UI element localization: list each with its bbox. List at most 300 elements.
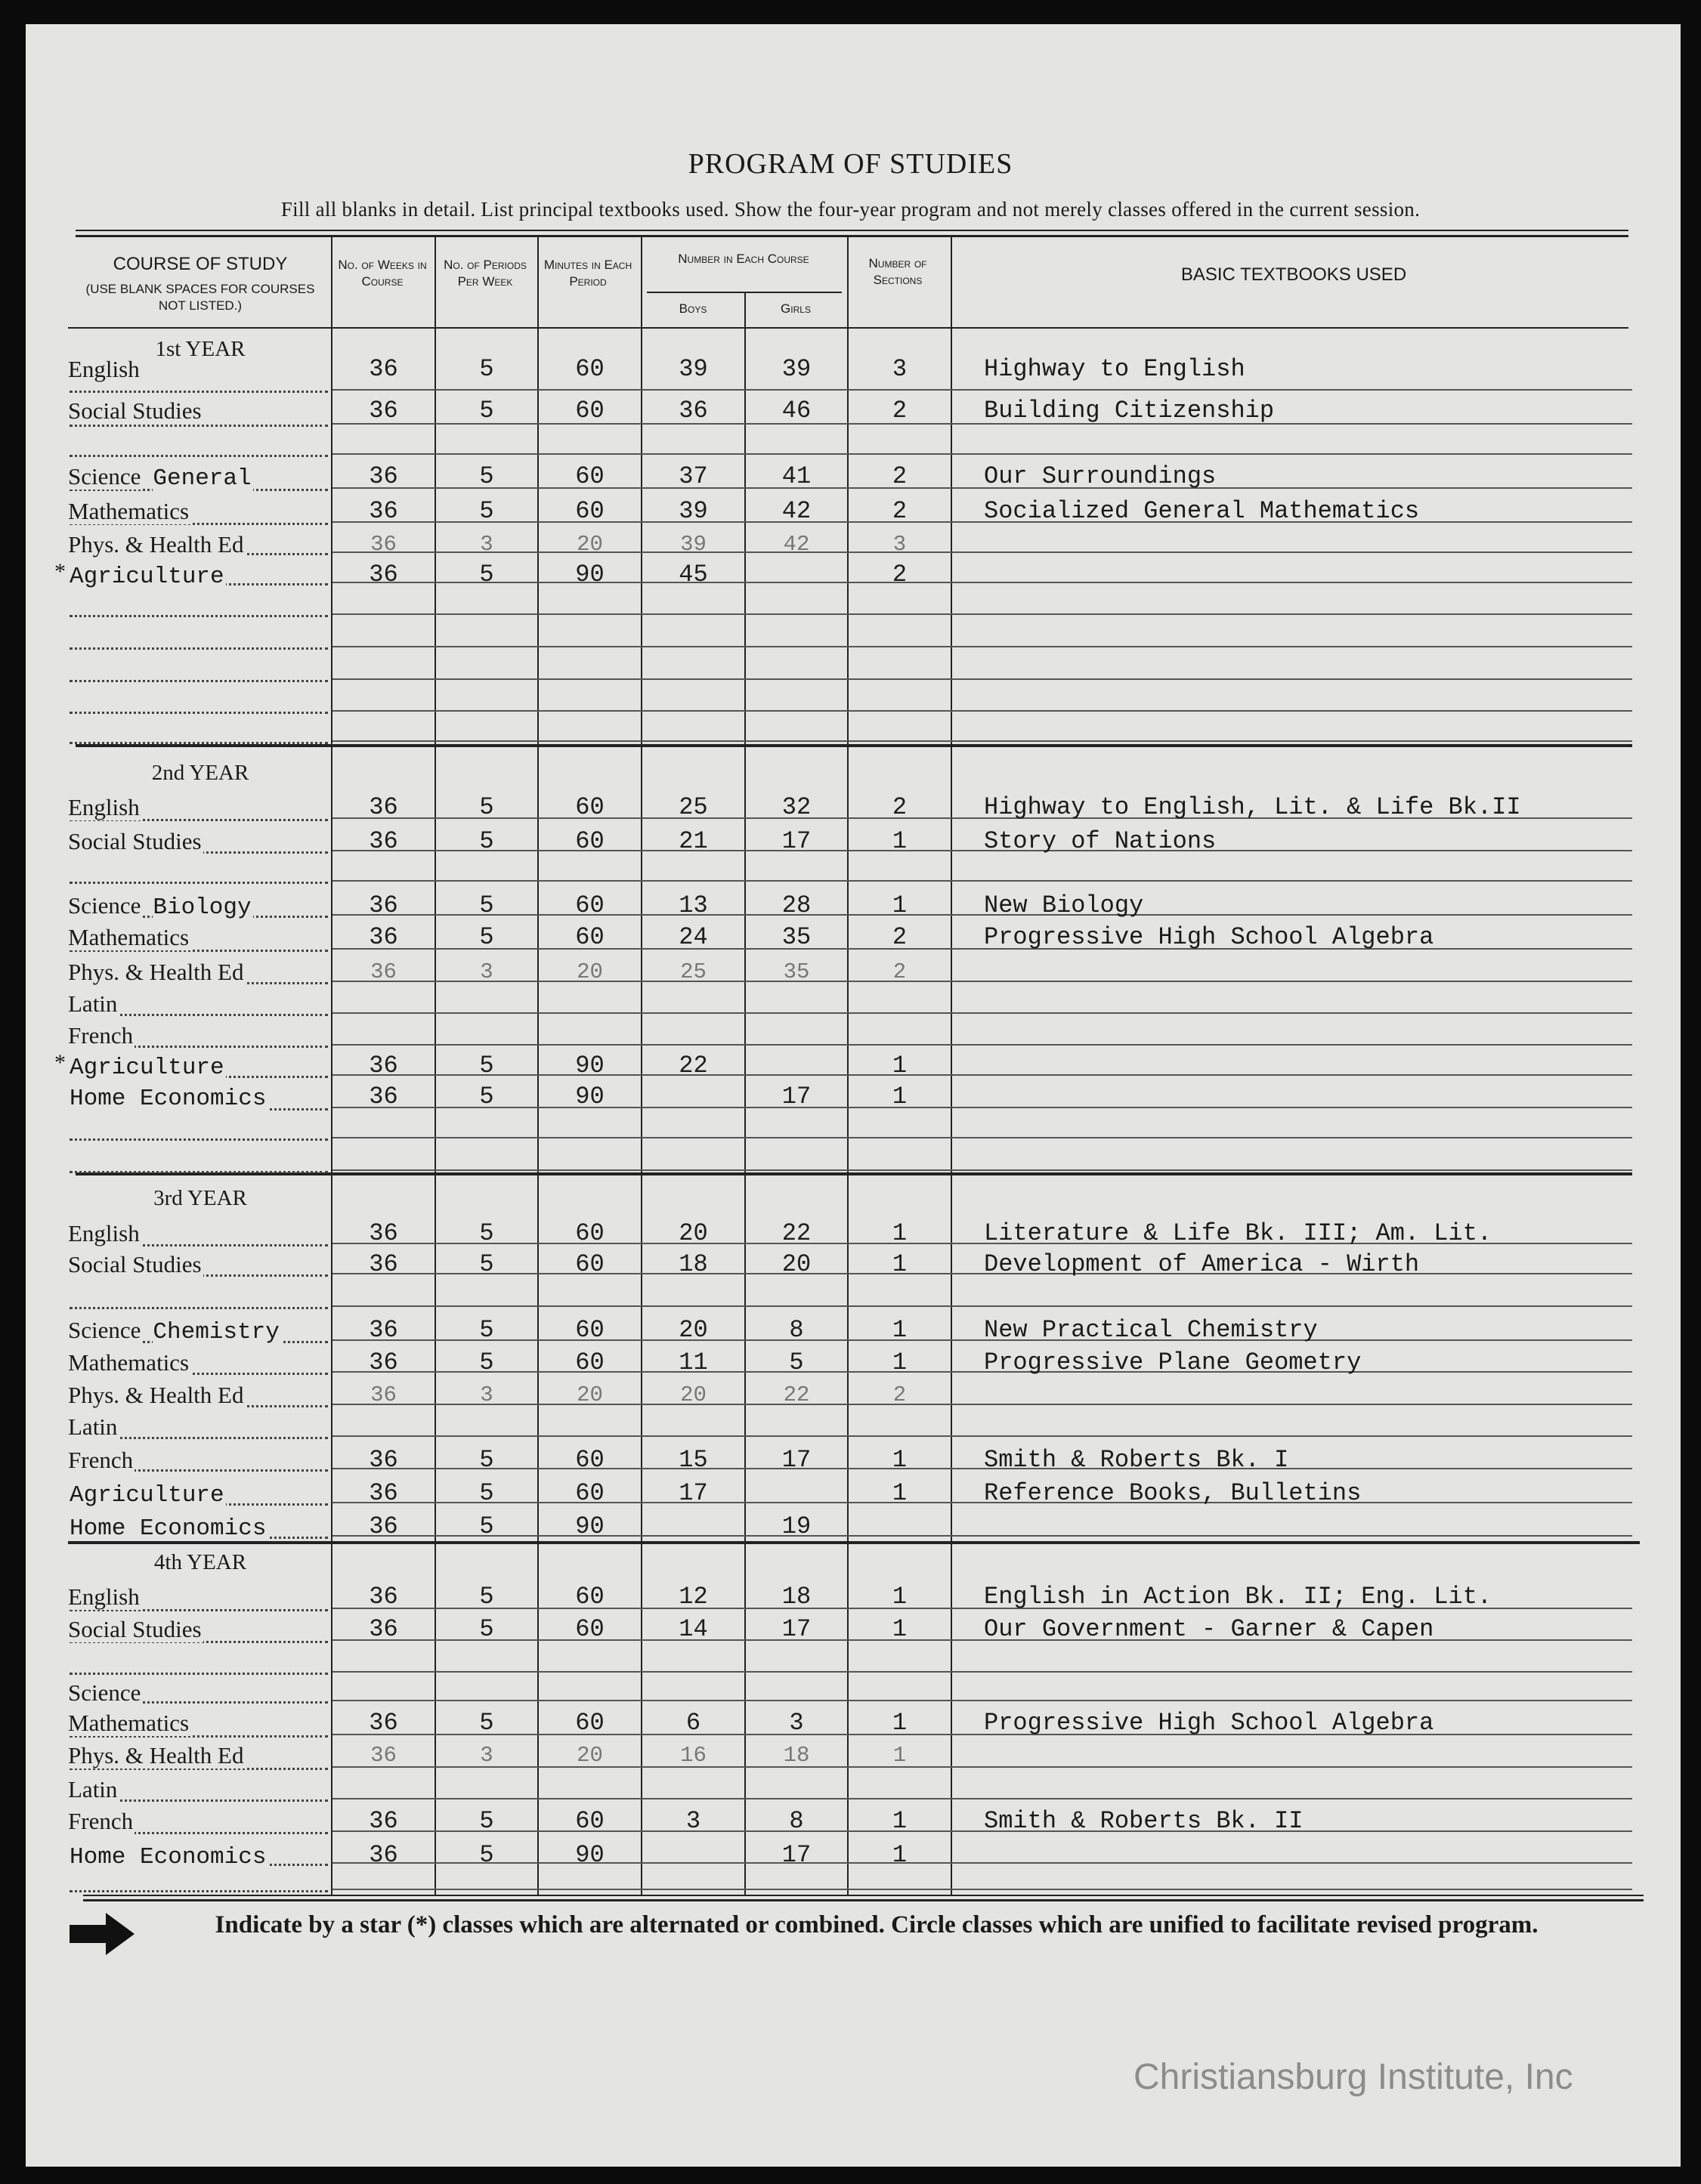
watermark: Christiansburg Institute, Inc bbox=[1133, 2057, 1573, 2097]
course-dotted-rule bbox=[70, 882, 328, 884]
course-dotted-rule bbox=[70, 1307, 328, 1309]
cell-boys: 45 bbox=[679, 561, 708, 588]
cell-sections: 3 bbox=[892, 532, 907, 557]
arrow-right-icon bbox=[70, 1913, 135, 1955]
cell-girls: 17 bbox=[781, 827, 812, 855]
cell-girls: 22 bbox=[781, 1219, 812, 1247]
cell-minutes: 60 bbox=[575, 1219, 605, 1247]
course-label bbox=[68, 1021, 325, 1050]
course-name: Latin bbox=[68, 1776, 118, 1802]
course-label bbox=[68, 1841, 325, 1870]
textbook-name bbox=[984, 1775, 1649, 1804]
cell-girls: 8 bbox=[789, 1316, 804, 1344]
cell-sections bbox=[849, 1775, 951, 1804]
cell-boys: 6 bbox=[685, 1709, 701, 1737]
cell-minutes bbox=[539, 990, 641, 1018]
cell-periods: 5 bbox=[479, 923, 494, 951]
cell-girls: 20 bbox=[781, 1250, 812, 1278]
cell-weeks bbox=[332, 1775, 435, 1804]
cell-weeks: 36 bbox=[370, 532, 397, 557]
cell-minutes: 90 bbox=[575, 1052, 605, 1080]
cell-sections: 1 bbox=[892, 1250, 908, 1278]
course-label bbox=[68, 1775, 325, 1804]
cell-weeks: 36 bbox=[369, 1709, 398, 1737]
cell-weeks: 36 bbox=[369, 1479, 398, 1507]
course-label bbox=[68, 1807, 325, 1836]
cell-weeks: 36 bbox=[369, 462, 398, 490]
header-periods: No. of Periods Per Week bbox=[444, 258, 527, 289]
cell-periods: 5 bbox=[479, 1446, 494, 1474]
cell-periods: 5 bbox=[479, 1316, 494, 1344]
cell-periods: 5 bbox=[479, 1512, 494, 1540]
cell-girls: 42 bbox=[783, 532, 810, 557]
cell-periods: 5 bbox=[479, 1583, 494, 1611]
cell-periods: 5 bbox=[479, 497, 494, 525]
textbook-name: Our Surroundings bbox=[984, 462, 1217, 490]
row-rule bbox=[332, 1305, 1632, 1307]
course-name: Mathematics bbox=[68, 1349, 190, 1376]
col-rule-7 bbox=[951, 237, 952, 1896]
textbook-name: Building Citizenship bbox=[984, 397, 1275, 425]
row-rule bbox=[332, 1169, 1632, 1171]
textbook-name: Highway to English bbox=[984, 355, 1245, 383]
cell-periods: 5 bbox=[479, 1052, 494, 1080]
year-4-heading: 4th YEAR bbox=[153, 1550, 247, 1574]
cell-minutes: 60 bbox=[575, 1250, 605, 1278]
cell-girls: 32 bbox=[781, 793, 812, 821]
cell-periods: 5 bbox=[479, 1479, 494, 1507]
cell-boys: 20 bbox=[680, 1382, 707, 1407]
header-sections: Number of Sections bbox=[868, 256, 927, 287]
cell-minutes: 60 bbox=[575, 1615, 605, 1643]
cell-weeks: 36 bbox=[369, 355, 398, 383]
row-rule bbox=[332, 613, 1632, 615]
course-name: Latin bbox=[68, 990, 118, 1017]
cell-weeks: 36 bbox=[369, 1446, 398, 1474]
cell-minutes: 90 bbox=[575, 1083, 605, 1111]
cell-girls: 17 bbox=[781, 1083, 812, 1111]
cell-sections: 1 bbox=[892, 1807, 908, 1835]
cell-girls: 5 bbox=[789, 1348, 804, 1376]
textbook-name bbox=[984, 561, 1649, 589]
textbook-name: Reference Books, Bulletins bbox=[984, 1479, 1362, 1507]
cell-periods: 5 bbox=[479, 561, 494, 588]
cell-periods bbox=[436, 1679, 537, 1707]
cell-boys: 17 bbox=[679, 1479, 708, 1507]
cell-girls bbox=[746, 561, 847, 589]
course-name: Latin bbox=[68, 1413, 118, 1440]
cell-boys: 15 bbox=[679, 1446, 708, 1474]
cell-weeks: 36 bbox=[369, 1316, 398, 1344]
cell-sections: 1 bbox=[892, 1479, 908, 1507]
row-rule bbox=[332, 1137, 1632, 1138]
cell-sections: 2 bbox=[892, 959, 907, 984]
course-name: English bbox=[68, 356, 140, 382]
cell-boys: 13 bbox=[679, 891, 708, 919]
cell-sections: 1 bbox=[892, 1709, 908, 1737]
course-label bbox=[68, 397, 325, 425]
cell-sections bbox=[849, 1679, 951, 1707]
cell-boys bbox=[642, 1775, 744, 1804]
textbook-name bbox=[984, 1679, 1649, 1707]
header-girls: Girls bbox=[781, 301, 811, 316]
course-typed-name: Agriculture bbox=[70, 1482, 224, 1508]
course-label bbox=[68, 1583, 325, 1611]
cell-periods: 5 bbox=[479, 1709, 494, 1737]
cell-minutes: 60 bbox=[575, 1583, 605, 1611]
course-name: Phys. & Health Ed bbox=[68, 1742, 244, 1769]
cell-girls bbox=[746, 1479, 847, 1508]
course-label bbox=[68, 561, 325, 589]
cell-periods: 5 bbox=[479, 1083, 494, 1111]
header-weeks: No. of Weeks in Course bbox=[338, 258, 427, 289]
cell-weeks: 36 bbox=[369, 1083, 398, 1111]
cell-minutes bbox=[539, 1413, 641, 1441]
page-title: PROGRAM OF STUDIES bbox=[688, 148, 1013, 180]
course-label bbox=[68, 1615, 325, 1644]
cell-boys: 14 bbox=[679, 1615, 708, 1643]
cell-girls: 35 bbox=[781, 923, 812, 951]
header-minutes: Minutes in Each Period bbox=[543, 258, 632, 289]
course-label bbox=[68, 1250, 325, 1279]
cell-sections: 2 bbox=[892, 497, 908, 525]
course-name: English bbox=[68, 1220, 140, 1246]
row-rule bbox=[332, 646, 1632, 647]
course-name: French bbox=[68, 1447, 134, 1473]
cell-boys: 16 bbox=[680, 1743, 707, 1768]
cell-weeks: 36 bbox=[369, 827, 398, 855]
textbook-name: Literature & Life Bk. III; Am. Lit. bbox=[984, 1219, 1492, 1247]
cell-sections: 1 bbox=[892, 1446, 908, 1474]
course-name: Science bbox=[68, 1679, 141, 1706]
cell-weeks bbox=[332, 1021, 435, 1050]
course-name: Science bbox=[68, 1317, 141, 1343]
header-textbooks: BASIC TEXTBOOKS USED bbox=[1180, 264, 1407, 285]
course-typed-name: Home Economics bbox=[70, 1086, 267, 1111]
cell-boys: 39 bbox=[679, 355, 708, 383]
cell-periods bbox=[436, 1775, 537, 1804]
cell-minutes: 60 bbox=[575, 891, 605, 919]
cell-sections: 1 bbox=[892, 1615, 908, 1643]
cell-minutes: 60 bbox=[575, 355, 605, 383]
course-label bbox=[68, 1348, 325, 1377]
cell-weeks: 36 bbox=[369, 1052, 398, 1080]
cell-sections: 1 bbox=[892, 1219, 908, 1247]
cell-sections: 1 bbox=[892, 1348, 908, 1376]
textbook-name bbox=[984, 1021, 1649, 1050]
cell-boys: 12 bbox=[679, 1583, 708, 1611]
cell-weeks: 36 bbox=[369, 1219, 398, 1247]
cell-weeks: 36 bbox=[369, 1841, 398, 1869]
course-label bbox=[68, 1709, 325, 1738]
cell-periods: 5 bbox=[479, 1219, 494, 1247]
cell-sections bbox=[849, 1413, 951, 1441]
cell-periods: 5 bbox=[479, 1807, 494, 1835]
course-label bbox=[68, 1479, 325, 1508]
top-rule-2 bbox=[76, 235, 1628, 237]
course-name: Phys. & Health Ed bbox=[68, 531, 244, 558]
cell-boys: 20 bbox=[679, 1316, 708, 1344]
cell-girls: 17 bbox=[781, 1841, 812, 1869]
cell-periods bbox=[436, 990, 537, 1018]
course-typed-name: Biology bbox=[153, 894, 252, 920]
row-rule bbox=[332, 740, 1632, 742]
cell-periods: 3 bbox=[480, 1743, 493, 1768]
alternated-star: * bbox=[54, 559, 66, 584]
course-label bbox=[68, 462, 325, 491]
cell-periods: 3 bbox=[480, 532, 493, 557]
cell-weeks bbox=[332, 990, 435, 1018]
course-label bbox=[68, 1741, 325, 1770]
cell-periods: 5 bbox=[479, 355, 494, 383]
cell-weeks: 36 bbox=[369, 1348, 398, 1376]
section-rule-3 bbox=[68, 1541, 1640, 1544]
cell-girls: 19 bbox=[781, 1512, 812, 1540]
course-name: Social Studies bbox=[68, 397, 202, 424]
header-course: COURSE OF STUDY bbox=[113, 254, 288, 274]
course-name: French bbox=[68, 1022, 134, 1049]
textbook-name: New Practical Chemistry bbox=[984, 1316, 1318, 1344]
textbook-name: Highway to English, Lit. & Life Bk.II bbox=[984, 793, 1521, 821]
cell-weeks: 36 bbox=[370, 959, 397, 984]
course-label bbox=[68, 1083, 325, 1111]
course-name: English bbox=[68, 1583, 140, 1610]
course-typed-name: Home Economics bbox=[70, 1515, 267, 1541]
cell-periods: 5 bbox=[479, 827, 494, 855]
cell-boys: 22 bbox=[679, 1052, 708, 1080]
row-rule bbox=[332, 1889, 1632, 1890]
cell-sections: 1 bbox=[892, 1316, 908, 1344]
course-label bbox=[68, 793, 325, 822]
textbook-name bbox=[984, 1083, 1649, 1111]
instructions: Fill all blanks in detail. List principal textbooks used. Show the four-year program and not merely classes offered in the current session. bbox=[280, 198, 1421, 221]
course-name: Mathematics bbox=[68, 498, 190, 524]
year-1-heading: 1st YEAR bbox=[155, 337, 246, 361]
cell-weeks: 36 bbox=[369, 1583, 398, 1611]
cell-girls: 22 bbox=[783, 1382, 810, 1407]
course-label bbox=[68, 827, 325, 856]
textbook-name bbox=[984, 1741, 1649, 1770]
cell-girls: 35 bbox=[783, 959, 810, 984]
course-name: Science bbox=[68, 892, 141, 919]
cell-sections: 1 bbox=[892, 891, 908, 919]
cell-girls: 42 bbox=[781, 497, 812, 525]
cell-boys: 25 bbox=[680, 959, 707, 984]
course-label bbox=[68, 990, 325, 1018]
course-label bbox=[68, 1381, 325, 1410]
cell-sections: 2 bbox=[892, 397, 908, 425]
cell-girls: 46 bbox=[781, 397, 812, 425]
course-label bbox=[68, 1679, 325, 1707]
course-dotted-rule bbox=[70, 615, 328, 617]
cell-minutes: 20 bbox=[577, 959, 603, 984]
textbook-name bbox=[984, 1413, 1649, 1441]
course-name: Phys. & Health Ed bbox=[68, 959, 244, 985]
cell-sections: 2 bbox=[892, 793, 908, 821]
cell-boys: 36 bbox=[679, 397, 708, 425]
cell-boys bbox=[642, 1512, 744, 1541]
textbook-name bbox=[984, 1841, 1649, 1870]
textbook-name: Progressive Plane Geometry bbox=[984, 1348, 1362, 1376]
cell-sections: 2 bbox=[892, 561, 908, 588]
cell-girls: 17 bbox=[781, 1615, 812, 1643]
course-label bbox=[68, 1052, 325, 1080]
year-2-heading: 2nd YEAR bbox=[151, 761, 249, 785]
bottom-rule bbox=[83, 1895, 1644, 1896]
cell-weeks bbox=[332, 1679, 435, 1707]
textbook-name: Story of Nations bbox=[984, 827, 1217, 855]
cell-weeks: 36 bbox=[369, 891, 398, 919]
course-label bbox=[68, 1413, 325, 1441]
cell-minutes: 20 bbox=[577, 1743, 603, 1768]
cell-minutes: 90 bbox=[575, 561, 605, 588]
cell-weeks: 36 bbox=[369, 561, 398, 588]
cell-sections: 1 bbox=[892, 1083, 908, 1111]
row-rule bbox=[332, 678, 1632, 680]
textbook-name: English in Action Bk. II; Eng. Lit. bbox=[984, 1583, 1492, 1611]
header-course-note: (USE BLANK SPACES FOR COURSES NOT LISTED.) bbox=[85, 282, 315, 313]
cell-minutes bbox=[539, 1021, 641, 1050]
textbook-name: Socialized General Mathematics bbox=[984, 497, 1420, 525]
cell-weeks bbox=[332, 1413, 435, 1441]
textbook-name bbox=[984, 958, 1649, 987]
course-name: Mathematics bbox=[68, 924, 190, 950]
course-name: English bbox=[68, 794, 140, 820]
cell-minutes: 60 bbox=[575, 1807, 605, 1835]
row-rule bbox=[332, 710, 1632, 712]
cell-minutes: 60 bbox=[575, 1446, 605, 1474]
cell-girls: 17 bbox=[781, 1446, 812, 1474]
row-rule bbox=[332, 453, 1632, 455]
cell-boys bbox=[642, 1021, 744, 1050]
cell-minutes: 20 bbox=[577, 532, 603, 557]
cell-girls: 18 bbox=[781, 1583, 812, 1611]
cell-weeks: 36 bbox=[369, 1615, 398, 1643]
cell-boys bbox=[642, 1413, 744, 1441]
row-rule bbox=[332, 389, 1632, 391]
cell-girls bbox=[746, 1021, 847, 1050]
course-label bbox=[68, 923, 325, 952]
cell-sections: 2 bbox=[892, 462, 908, 490]
cell-sections bbox=[849, 1512, 951, 1541]
cell-sections: 1 bbox=[892, 1052, 908, 1080]
year-3-heading: 3rd YEAR bbox=[153, 1186, 247, 1210]
course-typed-name: Chemistry bbox=[153, 1319, 280, 1345]
cell-boys: 25 bbox=[679, 793, 708, 821]
course-dotted-rule bbox=[70, 455, 328, 457]
textbook-name: New Biology bbox=[984, 891, 1144, 919]
cell-boys: 18 bbox=[679, 1250, 708, 1278]
row-rule bbox=[332, 1671, 1632, 1673]
cell-girls bbox=[746, 1679, 847, 1707]
cell-minutes: 90 bbox=[575, 1841, 605, 1869]
cell-boys bbox=[642, 990, 744, 1018]
course-dotted-rule bbox=[70, 1890, 328, 1892]
course-dotted-rule bbox=[70, 1138, 328, 1141]
cell-girls bbox=[746, 1413, 847, 1441]
cell-weeks: 36 bbox=[369, 397, 398, 425]
cell-periods bbox=[436, 1021, 537, 1050]
cell-weeks: 36 bbox=[369, 1807, 398, 1835]
course-typed-name: Home Economics bbox=[70, 1844, 267, 1870]
cell-girls: 8 bbox=[789, 1807, 804, 1835]
row-rule bbox=[332, 880, 1632, 882]
cell-minutes: 60 bbox=[575, 497, 605, 525]
cell-boys: 11 bbox=[679, 1348, 708, 1376]
course-typed-name: Agriculture bbox=[70, 1055, 224, 1080]
course-label bbox=[68, 530, 325, 559]
textbook-name: Progressive High School Algebra bbox=[984, 923, 1434, 951]
header-subdivider bbox=[744, 292, 746, 325]
footer-note: Indicate by a star (*) classes which are alternated or combined. Circle classes which are unified to facilitate revised program. bbox=[215, 1911, 1539, 1938]
course-name: Social Studies bbox=[68, 828, 202, 854]
bottom-rule-2 bbox=[83, 1899, 1644, 1901]
course-label bbox=[68, 1512, 325, 1541]
textbook-name: Progressive High School Algebra bbox=[984, 1709, 1434, 1737]
cell-sections bbox=[849, 990, 951, 1018]
cell-minutes: 90 bbox=[575, 1512, 605, 1540]
alternated-star: * bbox=[54, 1050, 66, 1075]
cell-boys bbox=[642, 1679, 744, 1707]
course-label bbox=[68, 1446, 325, 1475]
cell-boys: 39 bbox=[679, 497, 708, 525]
course-label bbox=[68, 891, 325, 920]
cell-periods: 5 bbox=[479, 793, 494, 821]
textbook-name bbox=[984, 1512, 1649, 1541]
textbook-name: Smith & Roberts Bk. I bbox=[984, 1446, 1289, 1474]
cell-sections: 2 bbox=[892, 923, 908, 951]
course-name: Social Studies bbox=[68, 1616, 202, 1642]
cell-periods: 5 bbox=[479, 1841, 494, 1869]
course-typed-name: General bbox=[153, 465, 252, 491]
cell-sections: 3 bbox=[892, 355, 908, 383]
cell-minutes bbox=[539, 1775, 641, 1804]
cell-sections: 1 bbox=[892, 1841, 908, 1869]
cell-sections: 2 bbox=[892, 1382, 907, 1407]
cell-periods bbox=[436, 1413, 537, 1441]
cell-boys: 39 bbox=[680, 532, 707, 557]
course-label bbox=[68, 958, 325, 987]
textbook-name bbox=[984, 990, 1649, 1018]
cell-minutes: 60 bbox=[575, 462, 605, 490]
section-rule-1 bbox=[76, 744, 1632, 747]
course-dotted-rule bbox=[70, 1171, 328, 1173]
cell-weeks: 36 bbox=[370, 1382, 397, 1407]
cell-weeks: 36 bbox=[369, 1512, 398, 1540]
cell-boys: 24 bbox=[679, 923, 708, 951]
course-dotted-rule bbox=[70, 647, 328, 650]
cell-boys bbox=[642, 1841, 744, 1870]
header-number-each: Number in Each Course bbox=[678, 252, 809, 266]
cell-minutes: 60 bbox=[575, 1709, 605, 1737]
cell-girls: 28 bbox=[781, 891, 812, 919]
course-label bbox=[68, 355, 325, 384]
cell-girls bbox=[746, 1052, 847, 1080]
cell-boys: 21 bbox=[679, 827, 708, 855]
cell-periods: 5 bbox=[479, 397, 494, 425]
cell-girls bbox=[746, 990, 847, 1018]
textbook-name bbox=[984, 1381, 1649, 1410]
course-label bbox=[68, 1219, 325, 1248]
course-dotted-rule bbox=[70, 742, 328, 744]
cell-minutes: 60 bbox=[575, 1348, 605, 1376]
cell-minutes: 60 bbox=[575, 793, 605, 821]
cell-periods: 5 bbox=[479, 891, 494, 919]
cell-minutes: 60 bbox=[575, 1316, 605, 1344]
cell-boys: 20 bbox=[679, 1219, 708, 1247]
course-dotted-rule bbox=[70, 391, 328, 393]
course-name: Social Studies bbox=[68, 1251, 202, 1277]
